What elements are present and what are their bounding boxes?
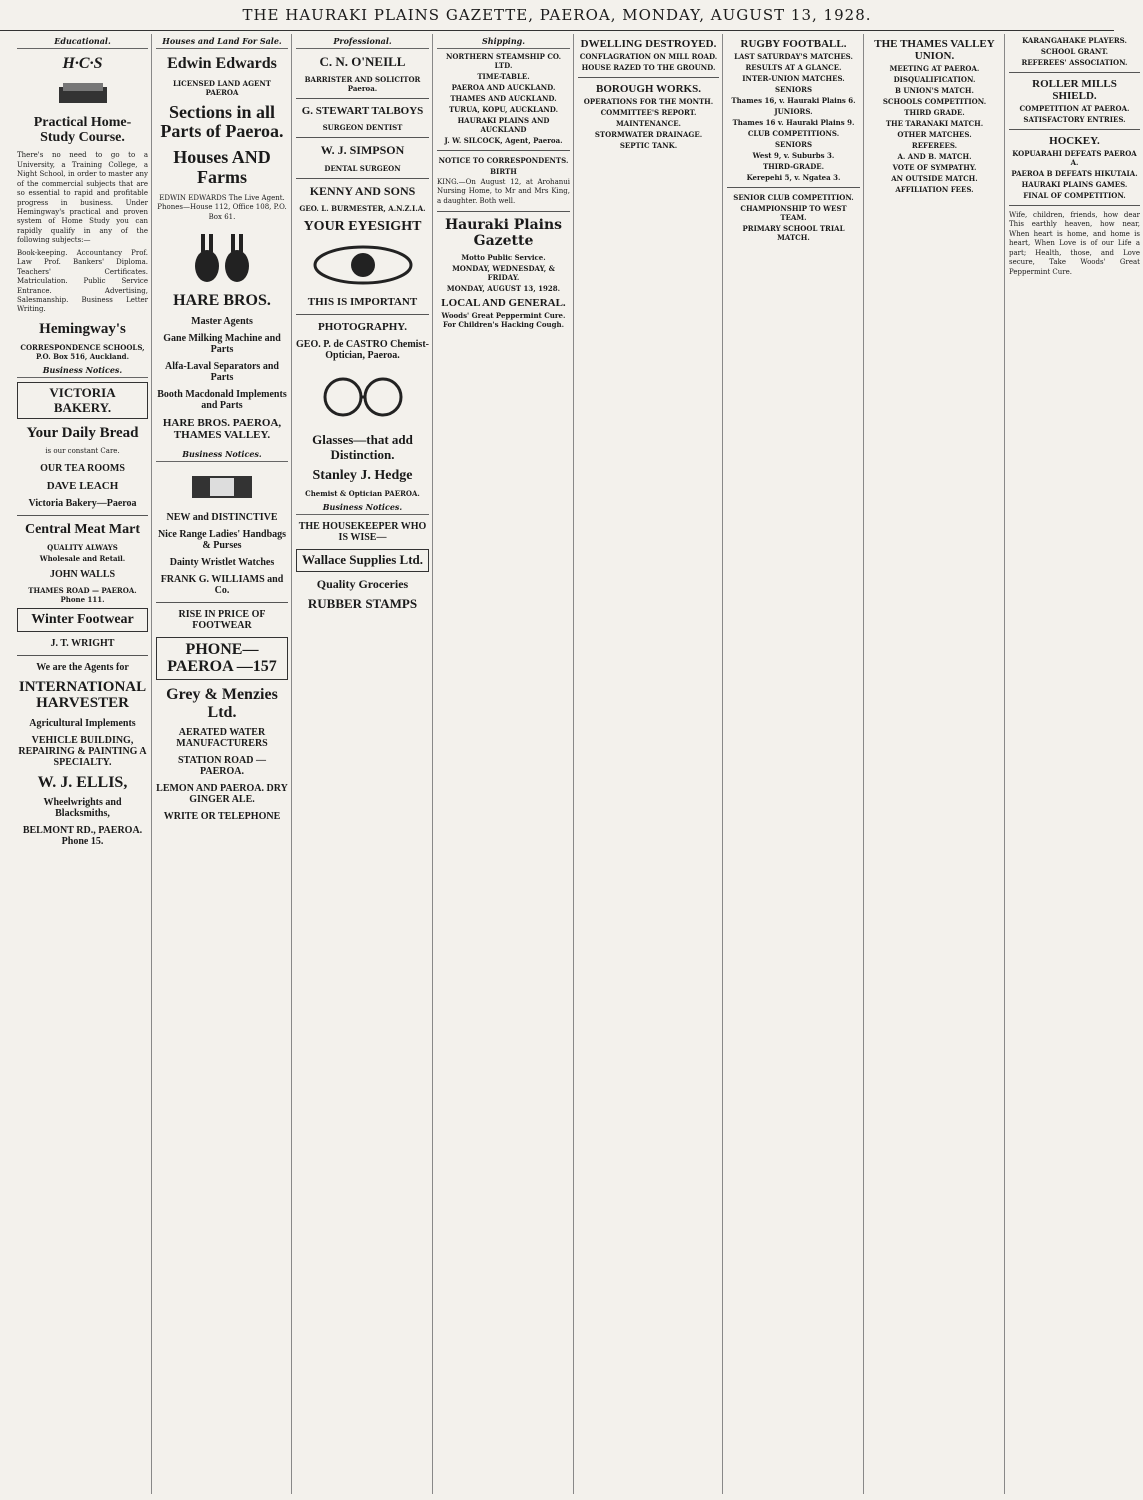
birth-heading: BIRTH [490,167,517,176]
operations: OPERATIONS FOR THE MONTH. [583,97,714,106]
write-telephone: WRITE OR TELEPHONE [163,811,281,823]
disqualification: DISQUALIFICATION. [893,75,976,84]
gane-line: Gane Milking Machine and Parts [163,332,281,355]
column-3 [293,34,433,1494]
eyesight-title: YOUR EYESIGHT [303,218,422,234]
column-2 [153,34,292,1494]
section-header: Professional. [296,34,429,49]
hcs-logo: H·C·S [62,55,103,72]
hauraki-games: HAURAKI PLAINS GAMES. [1021,180,1128,189]
grey-menzies: Grey & Menzies Ltd. [166,686,278,721]
hockey-title: HOCKEY. [1049,135,1100,147]
vote-sympathy: VOTE OF SYMPATHY. [892,163,977,172]
home-study-body: There's no need to go to a University, a Training College, a Night School, in order to master any of the commercial subjects that are so essential to rapid and profitable progress in business. Under Hemingway's practical and proven system of Home Study you can rapidly qualify in any of the following subjects:— [17,151,148,245]
championship: CHAMPIONSHIP TO WEST TEAM. [740,204,847,222]
glasses-title: Glasses—that add Distinction. [312,432,413,462]
hedge-sub: Chemist & Optician PAEROA. [305,489,420,499]
housekeeper: THE HOUSEKEEPER WHO IS WISE— [298,521,427,544]
inter-union: INTER-UNION MATCHES. [742,74,845,83]
masthead: THE HAURAKI PLAINS GAZETTE, PAEROA, MONDAY, AUGUST 13, 1928. [0,0,1114,31]
bakery-footer: Victoria Bakery—Paeroa [28,497,137,509]
club-competitions: CLUB COMPETITIONS. [747,129,840,138]
vehicle-building: VEHICLE BUILDING, REPAIRING & PAINTING A SPECIALTY. [18,734,147,768]
eye-icon [308,240,418,290]
karangahake: KARANGAHAKE PLAYERS. [1022,36,1127,45]
burmester: GEO. L. BURMESTER, A.N.Z.I.A. [299,203,426,213]
column-5 [575,34,723,1494]
footwear-price: RISE IN PRICE OF FOOTWEAR [178,608,266,631]
land-agent-line: LICENSED LAND AGENT PAEROA [172,78,271,97]
senior-club-comp: SENIOR CLUB COMPETITION. [733,193,854,202]
wallace-supplies: Wallace Supplies Ltd. [296,549,429,571]
kopuarahi-defeats: KOPUARAHI DEFEATS PAEROA A. [1012,149,1137,167]
home-study-title: Practical Home-Study Course. [33,114,132,145]
oneill-name: C. N. O'NEILL [319,54,406,69]
gazette-masthead: Hauraki Plains Gazette [444,217,563,250]
handbags-line: Nice Range Ladies' Handbags & Purses [157,528,287,551]
meat-address: THAMES ROAD — PAEROA. Phone 111. [28,586,137,605]
peppermint-cure: Woods' Great Peppermint Cure. For Children's Hacking Cough. [441,311,566,330]
phone-paeroa: PHONE—PAEROA —157 [156,637,288,680]
rugby-football: RUGBY FOOTBALL. [740,38,847,50]
bakery-title: VICTORIA BAKERY. [17,382,148,419]
edwin-edwards-title: Edwin Edwards [167,55,277,72]
a-and-b-match: A. AND B. MATCH. [897,152,972,161]
gazette-date: MONDAY, AUGUST 13, 1928. [446,284,561,294]
steamship-co: NORTHERN STEAMSHIP CO. LTD. [445,52,562,70]
wheelwrights: Wheelwrights and Blacksmiths, [43,797,122,820]
third-score: Kerepehi 5, v. Ngatea 3. [746,173,841,182]
outside-match: AN OUTSIDE MATCH. [891,174,978,183]
section-header: Houses and Land For Sale. [156,34,288,49]
winter-footwear: Winter Footwear [17,608,148,631]
stormwater: STORMWATER DRAINAGE. [594,130,703,139]
b-union-match: B UNION'S MATCH. [895,86,974,95]
bread-heading: Your Daily Bread [26,424,139,441]
rubber-stamps: RUBBER STAMPS [307,595,418,611]
juniors-heading: JUNIORS. [774,107,813,116]
station-road: STATION ROAD — PAEROA. [178,755,266,778]
school-grant: SCHOOL GRANT. [1040,47,1109,56]
birth-notice: KING.—On August 12, at Arohanui Nursing Home, to Mr and Mrs King, a daughter. Both well. [437,178,570,205]
column-7 [865,34,1005,1494]
tea-rooms: OUR TEA ROOMS [40,462,125,474]
ellis-name: W. J. ELLIS, [37,773,128,791]
wholesale-retail: Wholesale and Retail. [39,554,126,564]
harvester-title: INTERNATIONAL HARVESTER [18,678,147,712]
castro-chemist: GEO. P. de CASTRO Chemist-Optician, Paeroa. [296,339,429,362]
third-grade: THIRD GRADE. [904,108,965,117]
seniors-heading: SENIORS [774,85,813,94]
simpson-name: W. J. SIMPSON [320,143,405,158]
aerated-water: AERATED WATER MANUFACTURERS [176,727,268,750]
specialties: LEMON AND PAEROA. DRY GINGER ALE. [156,783,288,806]
alfa-line: Alfa-Laval Separators and Parts [165,360,279,383]
live-agent-text: EDWIN EDWARDS The Live Agent. Phones—House 112, Office 108, P.O. Box 61. [157,193,287,221]
business-notices-header: Business Notices. [156,447,288,462]
borough-works: BOROUGH WORKS. [596,83,701,95]
paeroa-auckland: PAEROA AND AUCKLAND. [451,83,556,92]
school-name: Hemingway's [39,320,126,337]
house-razed: HOUSE RAZED TO THE GROUND. [581,63,716,72]
gazette-days: MONDAY, WEDNESDAY, & FRIDAY. [452,264,555,283]
affiliation-fees: AFFILIATION FEES. [895,185,974,194]
page-columns [14,34,1140,1494]
bread-tagline: is our constant Care. [45,447,120,456]
subjects-list: Book-keeping. Accountancy Prof. Law Prof. Bankers' Diploma. Teachers' Certificates. Matriculation. Public Service Entrance. Advertising, Salesmanship. Business Letter Writing. [17,248,148,314]
book-icon [53,79,113,109]
business-notices-header: Business Notices. [296,500,429,515]
section-header: Educational. [17,34,148,49]
satisfactory-entries: SATISFACTORY ENTRIES. [1023,115,1126,124]
competition-paeroa: COMPETITION AT PAEROA. [1019,104,1130,113]
surgeon-dentist: SURGEON DENTIST [322,123,403,133]
silcock-agent: J. W. SILCOCK, Agent, Paeroa. [444,136,563,145]
notice-correspondents: NOTICE TO CORRESPONDENTS. [438,156,569,165]
seniors-score: Thames 16, v. Hauraki Plains 6. [731,96,856,105]
frank-williams: FRANK G. WILLIAMS and Co. [160,573,284,596]
new-distinctive: NEW and DISTINCTIVE [166,511,278,523]
septic-tank: SEPTIC TANK. [619,141,678,150]
school-address: CORRESPONDENCE SCHOOLS, P.O. Box 516, Auckland. [20,343,145,362]
photography-title: PHOTOGRAPHY. [318,321,407,334]
section-header: Shipping. [437,34,570,49]
turua-route: TURUA, KOPU, AUCKLAND. [448,105,559,114]
paeroa-b-defeats: PAEROA B DEFEATS HIKUTAIA. [1011,169,1138,178]
schools-comp: SCHOOLS COMPETITION. [882,97,987,106]
column-1 [14,34,152,1494]
ellis-address: BELMONT RD., PAEROA. Phone 15. [22,825,143,848]
meeting-paeroa: MEETING AT PAEROA. [889,64,980,73]
club-score: West 9, v. Suburbs 3. [752,151,835,160]
roller-mills-shield: ROLLER MILLS SHIELD. [1032,78,1117,102]
final-competition: FINAL OF COMPETITION. [1023,191,1126,200]
column-6 [724,34,864,1494]
kenny-sons: KENNY AND SONS [309,183,416,198]
column-8 [1006,34,1143,1494]
business-notices-header: Business Notices. [17,363,148,378]
gazette-motto: Motto Public Service. [461,253,546,263]
important-title: THIS IS IMPORTANT [307,296,418,309]
hedge-name: Stanley J. Hedge [312,467,413,483]
dental-surgeon: DENTAL SURGEON [324,163,401,173]
third-grade: THIRD-GRADE. [762,162,825,171]
maintenance: MAINTENANCE. [616,119,681,128]
last-matches: LAST SATURDAY'S MATCHES. [734,52,853,61]
glasses-icon [308,367,418,427]
dave-leach: DAVE LEACH [46,479,119,492]
meat-mart-title: Central Meat Mart [24,521,141,537]
club-seniors-heading: SENIORS [774,140,813,149]
thames-auckland: THAMES AND AUCKLAND. [450,94,557,103]
agri-implements: Agricultural Implements [29,717,136,729]
wright-name: J. T. WRIGHT [50,637,115,649]
dwelling-destroyed: DWELLING DESTROYED. [580,38,717,50]
master-agents: Master Agents [191,315,253,327]
timetable: TIME-TABLE. [477,72,530,81]
quality-groceries: Quality Groceries [316,576,409,591]
barrister-line: BARRISTER AND SOLICITOR Paeroa. [304,75,421,94]
column-4 [434,34,574,1494]
referees: REFEREES. [911,141,958,150]
agents-line: We are the Agents for [36,661,129,673]
primary-trial: PRIMARY SCHOOL TRIAL MATCH. [742,224,845,242]
juniors-score: Thames 16 v. Hauraki Plains 9. [732,118,855,127]
results-glance: RESULTS AT A GLANCE. [745,63,842,72]
talboys-name: G. STEWART TALBOYS [301,105,424,118]
quality-always: QUALITY ALWAYS [47,543,118,553]
hare-bros-footer: HARE BROS. PAEROA, THAMES VALLEY. [162,416,282,441]
thames-valley-union: THE THAMES VALLEY UNION. [874,38,995,62]
rabbits-icon [177,226,267,286]
taranaki-match: THE TARANAKI MATCH. [885,119,984,128]
wristlet-watches: Dainty Wristlet Watches [169,556,275,568]
watch-icon [182,466,262,506]
conflagration: CONFLAGRATION ON MILL ROAD. [579,52,718,61]
referees-assoc: REFEREES' ASSOCIATION. [1021,58,1128,67]
committee-report: COMMITTEE'S REPORT. [600,108,697,117]
other-matches: OTHER MATCHES. [897,130,972,139]
hare-bros-logo: HARE BROS. [173,292,271,310]
sections-heading: Sections in all Parts of Paeroa. [160,101,284,142]
peppermint-verse: Wife, children, friends, how dear This earthly heaven, how near, When heart is home, and home is heart, When Love is of our Life a part; Health, those, and Love secure, Take Woods' Great Peppermint Cure. [1009,211,1140,276]
booth-line: Booth Macdonald Implements and Parts [157,388,287,411]
houses-farms-heading: Houses AND Farms [173,147,271,187]
local-general: LOCAL AND GENERAL. [441,297,566,310]
hauraki-route: HAURAKI PLAINS AND AUCKLAND [457,116,550,134]
john-walls: JOHN WALLS [49,569,116,581]
